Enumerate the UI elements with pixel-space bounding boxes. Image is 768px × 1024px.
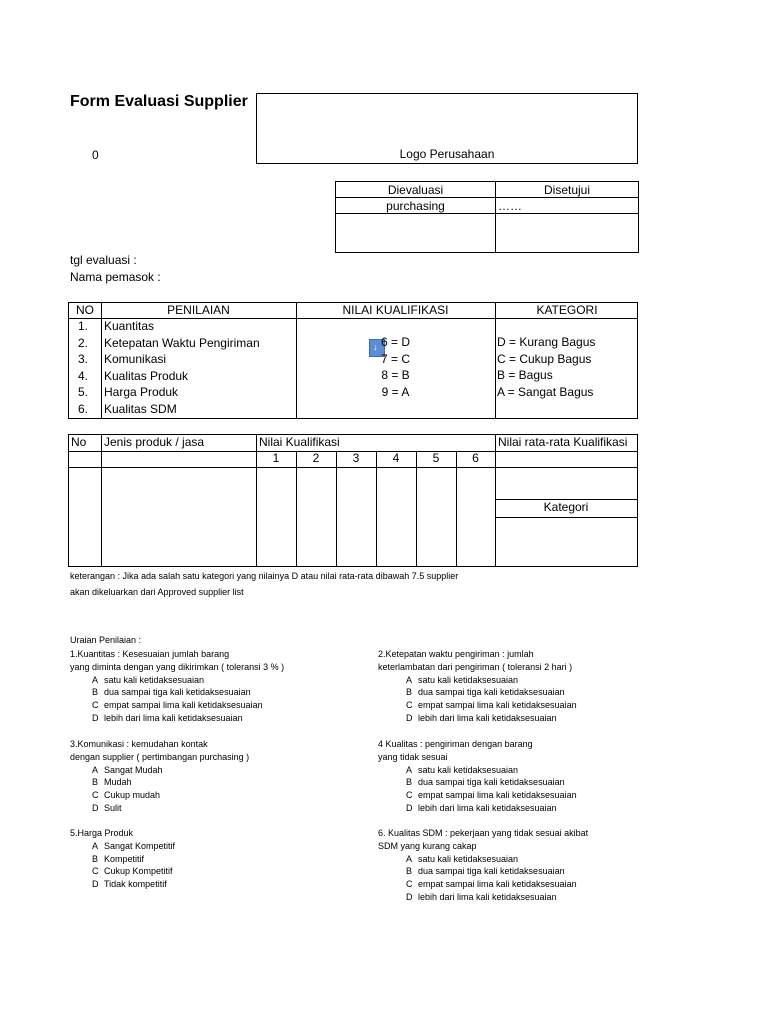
description-section-1 (70, 648, 284, 725)
score-column-1: 1 (272, 451, 280, 465)
approval-value-evaluated: purchasing (336, 198, 496, 214)
criteria-item: Harga Produk (104, 385, 179, 400)
form-title: Form Evaluasi Supplier (70, 93, 248, 110)
category-item: D = Kurang Bagus (497, 335, 596, 349)
section-line: 6. Kualitas SDM : pekerjaan yang tidak sesuai akibat (378, 828, 589, 838)
option-text: Mudah (104, 777, 132, 788)
section-line: yang tidak sesuai (378, 751, 448, 762)
note-line-2: akan dikeluarkan dari Approved supplier list (70, 587, 244, 597)
category-item: B = Bagus (497, 368, 553, 383)
section-line: 1.Kuantitas : Kesesuaian jumlah barang (70, 649, 230, 659)
criteria-number: 4. (78, 368, 89, 383)
option-key: A (406, 764, 413, 775)
option-key: D (92, 802, 99, 813)
option-text: lebih dari lima kali ketidaksesuaian (104, 712, 243, 723)
option-key: D (406, 712, 413, 723)
option-text: Sangat Kompetitif (104, 840, 176, 851)
category-item: A = Sangat Bagus (497, 384, 594, 399)
option-text: Sangat Mudah (104, 764, 163, 775)
option-key: C (406, 790, 413, 801)
description-section-3 (70, 738, 249, 815)
descriptions-heading: Uraian Penilaian : (70, 635, 142, 645)
option-text: Tidak kompetitif (104, 879, 167, 890)
criteria-header-no: NO (76, 303, 94, 317)
logo-box (256, 93, 638, 164)
criteria-table (68, 302, 638, 419)
score-column-4: 4 (392, 451, 400, 465)
section-line: 2.Ketepatan waktu pengiriman : jumlah (378, 649, 534, 659)
score-column-6: 6 (472, 451, 479, 465)
score-scale (296, 334, 495, 400)
criteria-item: Ketepatan Waktu Pengiriman (104, 335, 260, 350)
option-text: dua sampai tiga kali ketidaksesuaian (418, 866, 565, 877)
product-header-average: Nilai rata-rata Kualifikasi (498, 435, 628, 449)
criteria-items (104, 318, 260, 418)
criteria-item: Kualitas Produk (104, 368, 189, 383)
option-key: D (406, 891, 413, 902)
option-key: A (92, 840, 99, 851)
approval-header-approved: Disetujui (496, 182, 639, 198)
score-item: 6 = D (380, 335, 410, 349)
approval-value-approved: …… (496, 198, 639, 214)
category-label: Kategori (543, 500, 589, 514)
criteria-header-score: NILAI KUALIFIKASI (342, 303, 449, 317)
comment-marker-icon[interactable]: ↓ (369, 339, 385, 357)
product-table (68, 434, 638, 567)
option-text: Cukup mudah (104, 790, 161, 801)
option-key: D (92, 879, 99, 890)
criteria-number: 6. (78, 401, 89, 416)
option-key: B (406, 687, 413, 698)
section-line: SDM yang kurang cakap (378, 840, 477, 851)
option-text: empat sampai lima kali ketidaksesuaian (418, 700, 577, 711)
criteria-header-assessment: PENILAIAN (167, 303, 230, 317)
option-text: dua sampai tiga kali ketidaksesuaian (104, 687, 251, 698)
criteria-number: 5. (78, 385, 89, 400)
criteria-item: Kualitas SDM (104, 401, 177, 416)
option-text: lebih dari lima kali ketidaksesuaian (418, 802, 557, 813)
criteria-numbers (78, 318, 88, 418)
criteria-number: 1. (78, 319, 89, 333)
description-section-6 (378, 827, 588, 904)
option-text: satu kali ketidaksesuaian (418, 764, 519, 775)
score-column-3: 3 (352, 451, 360, 465)
option-key: A (92, 764, 99, 775)
option-text: dua sampai tiga kali ketidaksesuaian (418, 687, 565, 698)
section-line: yang diminta dengan yang dikirimkan ( toleransi 3 % ) (70, 661, 285, 672)
option-text: dua sampai tiga kali ketidaksesuaian (418, 777, 565, 788)
score-column-5: 5 (432, 451, 440, 465)
section-line: dengan supplier ( pertimbangan purchasing ) (70, 751, 250, 762)
option-text: Kompetitif (104, 853, 145, 864)
supplier-name-label: Nama pemasok : (70, 270, 161, 284)
note-line-1: keterangan : Jika ada salah satu kategori yang nilainya D atau nilai rata-rata dibawah 7.5 supplier (70, 571, 459, 581)
option-key: B (92, 853, 99, 864)
criteria-item: Komunikasi (104, 352, 167, 367)
product-header-type: Jenis produk / jasa (104, 435, 205, 449)
option-key: B (406, 777, 413, 788)
option-text: Sulit (104, 802, 122, 813)
option-key: C (406, 879, 413, 890)
section-line: keterlambatan dari pengiriman ( toleransi 2 hari ) (378, 661, 573, 672)
form-number: 0 (92, 148, 99, 162)
option-key: C (92, 700, 99, 711)
option-text: lebih dari lima kali ketidaksesuaian (418, 891, 557, 902)
signature-cell-evaluated[interactable] (336, 214, 496, 253)
option-key: C (92, 866, 99, 877)
option-key: B (92, 687, 99, 698)
option-text: satu kali ketidaksesuaian (418, 674, 519, 685)
approval-table (335, 181, 639, 253)
score-item: 8 = B (381, 368, 410, 383)
option-key: C (92, 790, 99, 801)
category-legend (497, 334, 595, 400)
evaluation-date-label: tgl evaluasi : (70, 253, 137, 267)
description-section-2 (378, 648, 577, 725)
score-item: 7 = C (380, 351, 410, 366)
option-key: D (406, 802, 413, 813)
criteria-header-category: KATEGORI (536, 303, 598, 317)
option-key: A (406, 674, 413, 685)
option-text: satu kali ketidaksesuaian (104, 674, 205, 685)
signature-cell-approved[interactable] (496, 214, 639, 253)
option-key: C (406, 700, 413, 711)
criteria-item: Kuantitas (104, 319, 155, 333)
criteria-number: 3. (78, 352, 89, 367)
logo-label: Logo Perusahaan (399, 147, 495, 161)
section-line: 5.Harga Produk (70, 828, 134, 838)
section-line: 4 Kualitas : pengiriman dengan barang (378, 739, 533, 749)
description-section-5 (70, 827, 175, 891)
option-text: satu kali ketidaksesuaian (418, 853, 519, 864)
description-section-4 (378, 738, 577, 815)
category-item: C = Cukup Bagus (497, 351, 592, 366)
option-text: lebih dari lima kali ketidaksesuaian (418, 712, 557, 723)
option-key: A (92, 674, 99, 685)
product-header-score: Nilai Kualifikasi (259, 435, 340, 449)
option-key: D (92, 712, 99, 723)
score-column-2: 2 (312, 451, 320, 465)
option-text: Cukup Kompetitif (104, 866, 173, 877)
criteria-number: 2. (78, 335, 89, 350)
option-key: B (406, 866, 413, 877)
section-line: 3.Komunikasi : kemudahan kontak (70, 739, 208, 749)
product-header-no: No (71, 435, 87, 449)
option-text: empat sampai lima kali ketidaksesuaian (418, 790, 577, 801)
option-text: empat sampai lima kali ketidaksesuaian (104, 700, 263, 711)
option-text: empat sampai lima kali ketidaksesuaian (418, 879, 577, 890)
option-key: A (406, 853, 413, 864)
option-key: B (92, 777, 99, 788)
approval-header-evaluated: Dievaluasi (336, 182, 496, 198)
score-item: 9 = A (381, 384, 410, 399)
